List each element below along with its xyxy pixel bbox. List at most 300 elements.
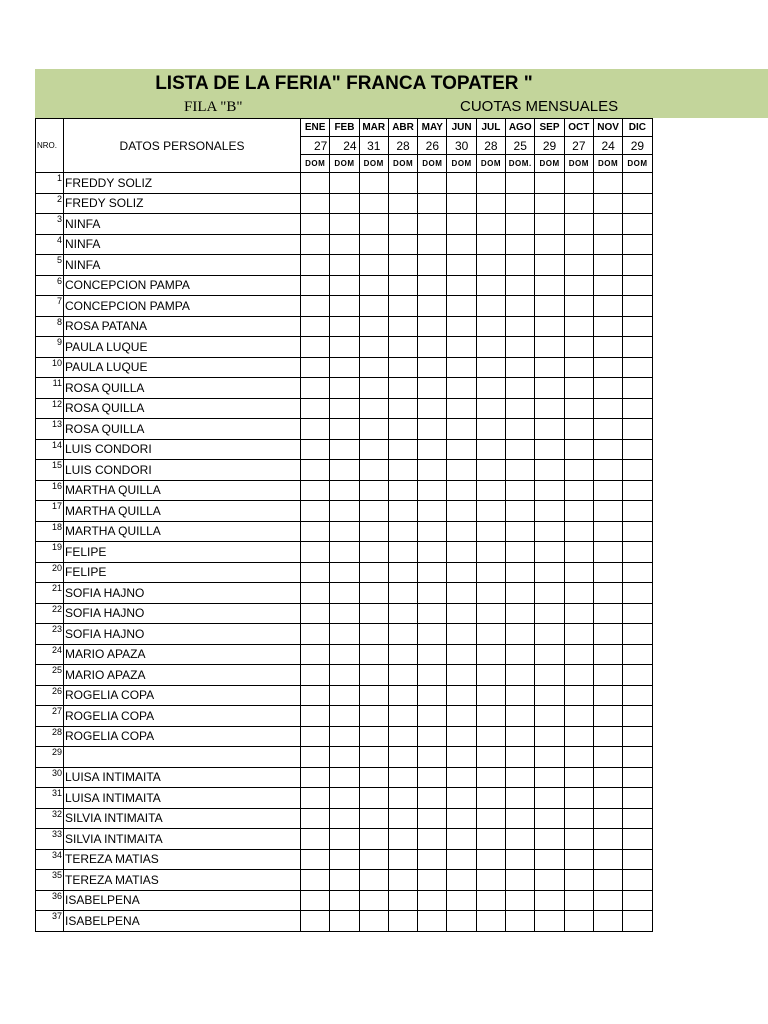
table-row (36, 603, 653, 624)
month-header-sep: SEP (535, 119, 564, 137)
payment-cell (506, 275, 535, 296)
payment-cell (388, 726, 417, 747)
row-number: 24 (36, 644, 64, 665)
payment-cell (476, 460, 505, 481)
table-row (36, 521, 653, 542)
table-row (36, 808, 653, 829)
table-row (36, 357, 653, 378)
payment-cell (623, 337, 652, 358)
payment-cell (564, 357, 593, 378)
table-row (36, 890, 653, 911)
payment-cell (330, 460, 359, 481)
payment-cell (506, 706, 535, 727)
payment-cell (447, 357, 476, 378)
payment-cell (593, 583, 622, 604)
payment-cell (388, 583, 417, 604)
cuotas-table (35, 118, 653, 932)
payment-cell (506, 747, 535, 768)
payment-cell (359, 480, 388, 501)
row-number: 21 (36, 583, 64, 604)
payment-cell (623, 296, 652, 317)
payment-cell (564, 726, 593, 747)
payment-cell (593, 706, 622, 727)
payment-cell (623, 501, 652, 522)
payment-cell (564, 624, 593, 645)
payment-cell (359, 398, 388, 419)
table-row (36, 398, 653, 419)
payment-cell (535, 726, 564, 747)
payment-cell (418, 501, 447, 522)
row-number: 8 (36, 316, 64, 337)
row-number: 5 (36, 255, 64, 276)
payment-cell (388, 624, 417, 645)
payment-cell (506, 911, 535, 932)
payment-cell (623, 193, 652, 214)
row-number: 17 (36, 501, 64, 522)
payment-cell (623, 870, 652, 891)
payment-cell (330, 501, 359, 522)
day-header-ene: 27 (301, 137, 330, 155)
row-name: SILVIA INTIMAITA (64, 808, 301, 829)
row-name: PAULA LUQUE (64, 337, 301, 358)
row-number: 13 (36, 419, 64, 440)
payment-cell (359, 685, 388, 706)
payment-cell (330, 706, 359, 727)
payment-cell (359, 726, 388, 747)
payment-cell (418, 255, 447, 276)
payment-cell (593, 911, 622, 932)
payment-cell (447, 665, 476, 686)
payment-cell (593, 849, 622, 870)
payment-cell (506, 829, 535, 850)
payment-cell (301, 542, 330, 563)
payment-cell (535, 460, 564, 481)
payment-cell (330, 337, 359, 358)
payment-cell (476, 644, 505, 665)
payment-cell (447, 849, 476, 870)
table-row (36, 562, 653, 583)
payment-cell (535, 296, 564, 317)
row-name: ROGELIA COPA (64, 685, 301, 706)
row-number: 37 (36, 911, 64, 932)
payment-cell (388, 501, 417, 522)
payment-cell (476, 296, 505, 317)
month-header-dic: DIC (623, 119, 652, 137)
payment-cell (447, 829, 476, 850)
payment-cell (330, 890, 359, 911)
row-number: 15 (36, 460, 64, 481)
payment-cell (564, 644, 593, 665)
payment-cell (418, 665, 447, 686)
row-number: 18 (36, 521, 64, 542)
payment-cell (535, 173, 564, 194)
payment-cell (301, 378, 330, 399)
payment-cell (593, 480, 622, 501)
payment-cell (535, 624, 564, 645)
payment-cell (476, 911, 505, 932)
payment-cell (506, 542, 535, 563)
row-name: FELIPE (64, 562, 301, 583)
table-row (36, 583, 653, 604)
payment-cell (476, 808, 505, 829)
payment-cell (535, 398, 564, 419)
payment-cell (535, 644, 564, 665)
payment-cell (476, 357, 505, 378)
payment-cell (593, 890, 622, 911)
payment-cell (359, 296, 388, 317)
payment-cell (623, 173, 652, 194)
payment-cell (388, 562, 417, 583)
payment-cell (476, 419, 505, 440)
payment-cell (418, 706, 447, 727)
payment-cell (388, 173, 417, 194)
payment-cell (330, 665, 359, 686)
table-row (36, 665, 653, 686)
payment-cell (359, 234, 388, 255)
row-name: ROSA QUILLA (64, 419, 301, 440)
payment-cell (506, 501, 535, 522)
row-number: 4 (36, 234, 64, 255)
payment-cell (564, 439, 593, 460)
table-row (36, 501, 653, 522)
payment-cell (418, 193, 447, 214)
payment-cell (330, 398, 359, 419)
payment-cell (564, 316, 593, 337)
payment-cell (535, 501, 564, 522)
payment-cell (476, 378, 505, 399)
row-name: LUISA INTIMAITA (64, 788, 301, 809)
payment-cell (418, 849, 447, 870)
payment-cell (418, 378, 447, 399)
payment-cell (447, 173, 476, 194)
payment-cell (506, 378, 535, 399)
row-number: 30 (36, 767, 64, 788)
row-name: NINFA (64, 214, 301, 235)
table-row (36, 275, 653, 296)
table-row (36, 849, 653, 870)
row-number: 31 (36, 788, 64, 809)
payment-cell (330, 562, 359, 583)
payment-cell (623, 398, 652, 419)
payment-cell (564, 419, 593, 440)
payment-cell (330, 357, 359, 378)
row-name: MARTHA QUILLA (64, 501, 301, 522)
payment-cell (623, 255, 652, 276)
payment-cell (593, 521, 622, 542)
row-number: 29 (36, 747, 64, 768)
weekday-header-oct: DOM (564, 155, 593, 173)
table-row (36, 767, 653, 788)
payment-cell (564, 911, 593, 932)
payment-cell (447, 890, 476, 911)
month-header-ene: ENE (301, 119, 330, 137)
table-row (36, 624, 653, 645)
day-header-ago: 25 (506, 137, 535, 155)
sheet-title: LISTA DE LA FERIA" FRANCA TOPATER " (155, 73, 533, 94)
payment-cell (564, 275, 593, 296)
payment-cell (535, 316, 564, 337)
payment-cell (418, 460, 447, 481)
payment-cell (301, 275, 330, 296)
payment-cell (418, 829, 447, 850)
payment-cell (418, 214, 447, 235)
datos-personales-header: DATOS PERSONALES (64, 119, 301, 173)
payment-cell (359, 603, 388, 624)
payment-cell (476, 890, 505, 911)
payment-cell (623, 521, 652, 542)
payment-cell (388, 890, 417, 911)
payment-cell (301, 726, 330, 747)
payment-cell (359, 439, 388, 460)
row-name: SOFIA HAJNO (64, 624, 301, 645)
payment-cell (476, 193, 505, 214)
payment-cell (418, 337, 447, 358)
payment-cell (447, 747, 476, 768)
payment-cell (359, 521, 388, 542)
payment-cell (506, 849, 535, 870)
table-row (36, 542, 653, 563)
row-name: CONCEPCION PAMPA (64, 275, 301, 296)
payment-cell (564, 583, 593, 604)
payment-cell (447, 624, 476, 645)
payment-cell (330, 480, 359, 501)
payment-cell (535, 562, 564, 583)
payment-cell (301, 296, 330, 317)
payment-cell (476, 685, 505, 706)
payment-cell (301, 214, 330, 235)
payment-cell (418, 911, 447, 932)
payment-cell (301, 398, 330, 419)
payment-cell (447, 603, 476, 624)
payment-cell (359, 665, 388, 686)
payment-cell (330, 747, 359, 768)
payment-cell (388, 214, 417, 235)
payment-cell (447, 583, 476, 604)
payment-cell (506, 460, 535, 481)
payment-cell (301, 849, 330, 870)
payment-cell (564, 234, 593, 255)
row-name: NINFA (64, 255, 301, 276)
payment-cell (418, 234, 447, 255)
payment-cell (593, 603, 622, 624)
payment-cell (623, 234, 652, 255)
payment-cell (359, 808, 388, 829)
payment-cell (388, 255, 417, 276)
payment-cell (330, 378, 359, 399)
payment-cell (388, 234, 417, 255)
month-header-jul: JUL (476, 119, 505, 137)
payment-cell (476, 829, 505, 850)
payment-cell (564, 296, 593, 317)
payment-cell (476, 706, 505, 727)
payment-cell (418, 542, 447, 563)
payment-cell (506, 665, 535, 686)
payment-cell (535, 767, 564, 788)
day-header-jun: 30 (447, 137, 476, 155)
payment-cell (535, 788, 564, 809)
payment-cell (388, 357, 417, 378)
row-number: 3 (36, 214, 64, 235)
payment-cell (506, 890, 535, 911)
day-header-may: 26 (418, 137, 447, 155)
payment-cell (593, 829, 622, 850)
payment-cell (593, 726, 622, 747)
payment-cell (623, 890, 652, 911)
row-name: ROSA QUILLA (64, 378, 301, 399)
payment-cell (301, 706, 330, 727)
payment-cell (593, 788, 622, 809)
payment-cell (593, 624, 622, 645)
payment-cell (593, 357, 622, 378)
payment-cell (447, 316, 476, 337)
payment-cell (564, 255, 593, 276)
payment-cell (564, 665, 593, 686)
payment-cell (388, 685, 417, 706)
table-row (36, 685, 653, 706)
payment-cell (359, 357, 388, 378)
payment-cell (476, 624, 505, 645)
sheet-header (35, 69, 651, 118)
payment-cell (418, 890, 447, 911)
payment-cell (623, 542, 652, 563)
row-number: 12 (36, 398, 64, 419)
row-number: 27 (36, 706, 64, 727)
payment-cell (564, 173, 593, 194)
payment-cell (359, 829, 388, 850)
payment-cell (301, 316, 330, 337)
payment-cell (535, 829, 564, 850)
payment-cell (506, 726, 535, 747)
payment-cell (535, 747, 564, 768)
payment-cell (564, 788, 593, 809)
payment-cell (593, 644, 622, 665)
payment-cell (388, 316, 417, 337)
weekday-header-jul: DOM (476, 155, 505, 173)
row-name: PAULA LUQUE (64, 357, 301, 378)
payment-cell (506, 234, 535, 255)
weekday-header-mar: DOM (359, 155, 388, 173)
row-name: TEREZA MATIAS (64, 849, 301, 870)
payment-cell (623, 275, 652, 296)
payment-cell (593, 275, 622, 296)
payment-cell (623, 357, 652, 378)
table-row (36, 706, 653, 727)
payment-cell (301, 747, 330, 768)
payment-cell (447, 706, 476, 727)
payment-cell (447, 562, 476, 583)
month-header-jun: JUN (447, 119, 476, 137)
payment-cell (359, 767, 388, 788)
payment-cell (388, 849, 417, 870)
row-number: 26 (36, 685, 64, 706)
payment-cell (564, 214, 593, 235)
payment-cell (418, 316, 447, 337)
row-name: FELIPE (64, 542, 301, 563)
payment-cell (301, 419, 330, 440)
payment-cell (623, 747, 652, 768)
payment-cell (301, 644, 330, 665)
payment-cell (447, 767, 476, 788)
table-row (36, 234, 653, 255)
payment-cell (535, 890, 564, 911)
day-header-dic: 29 (623, 137, 652, 155)
payment-cell (388, 603, 417, 624)
payment-cell (330, 193, 359, 214)
payment-cell (301, 685, 330, 706)
payment-cell (330, 255, 359, 276)
payment-cell (418, 603, 447, 624)
payment-cell (301, 624, 330, 645)
payment-cell (564, 398, 593, 419)
nro-header: NRO. (36, 119, 64, 173)
payment-cell (623, 849, 652, 870)
payment-cell (564, 767, 593, 788)
payment-cell (593, 337, 622, 358)
payment-cell (506, 173, 535, 194)
table-row (36, 870, 653, 891)
payment-cell (447, 788, 476, 809)
table-row (36, 255, 653, 276)
payment-cell (593, 439, 622, 460)
payment-cell (447, 460, 476, 481)
payment-cell (447, 193, 476, 214)
payment-cell (506, 480, 535, 501)
payment-cell (418, 480, 447, 501)
payment-cell (359, 583, 388, 604)
payment-cell (623, 439, 652, 460)
payment-cell (506, 296, 535, 317)
payment-cell (535, 685, 564, 706)
payment-cell (623, 808, 652, 829)
payment-cell (535, 439, 564, 460)
payment-cell (418, 685, 447, 706)
table-row (36, 829, 653, 850)
payment-cell (301, 439, 330, 460)
payment-cell (623, 788, 652, 809)
payment-cell (301, 890, 330, 911)
row-name: MARTHA QUILLA (64, 480, 301, 501)
weekday-header-sep: DOM (535, 155, 564, 173)
payment-cell (476, 255, 505, 276)
payment-cell (535, 193, 564, 214)
payment-cell (447, 255, 476, 276)
payment-cell (301, 357, 330, 378)
payment-cell (476, 337, 505, 358)
table-row (36, 788, 653, 809)
payment-cell (593, 296, 622, 317)
payment-cell (593, 501, 622, 522)
day-header-jul: 28 (476, 137, 505, 155)
payment-cell (593, 685, 622, 706)
row-number: 1 (36, 173, 64, 194)
payment-cell (476, 603, 505, 624)
payment-cell (535, 521, 564, 542)
payment-cell (506, 255, 535, 276)
payment-cell (388, 767, 417, 788)
day-header-sep: 29 (535, 137, 564, 155)
payment-cell (593, 562, 622, 583)
payment-cell (330, 521, 359, 542)
row-number: 34 (36, 849, 64, 870)
payment-cell (359, 193, 388, 214)
payment-cell (330, 275, 359, 296)
payment-cell (564, 849, 593, 870)
payment-cell (330, 829, 359, 850)
payment-cell (388, 829, 417, 850)
payment-cell (623, 583, 652, 604)
payment-cell (535, 542, 564, 563)
payment-cell (476, 542, 505, 563)
